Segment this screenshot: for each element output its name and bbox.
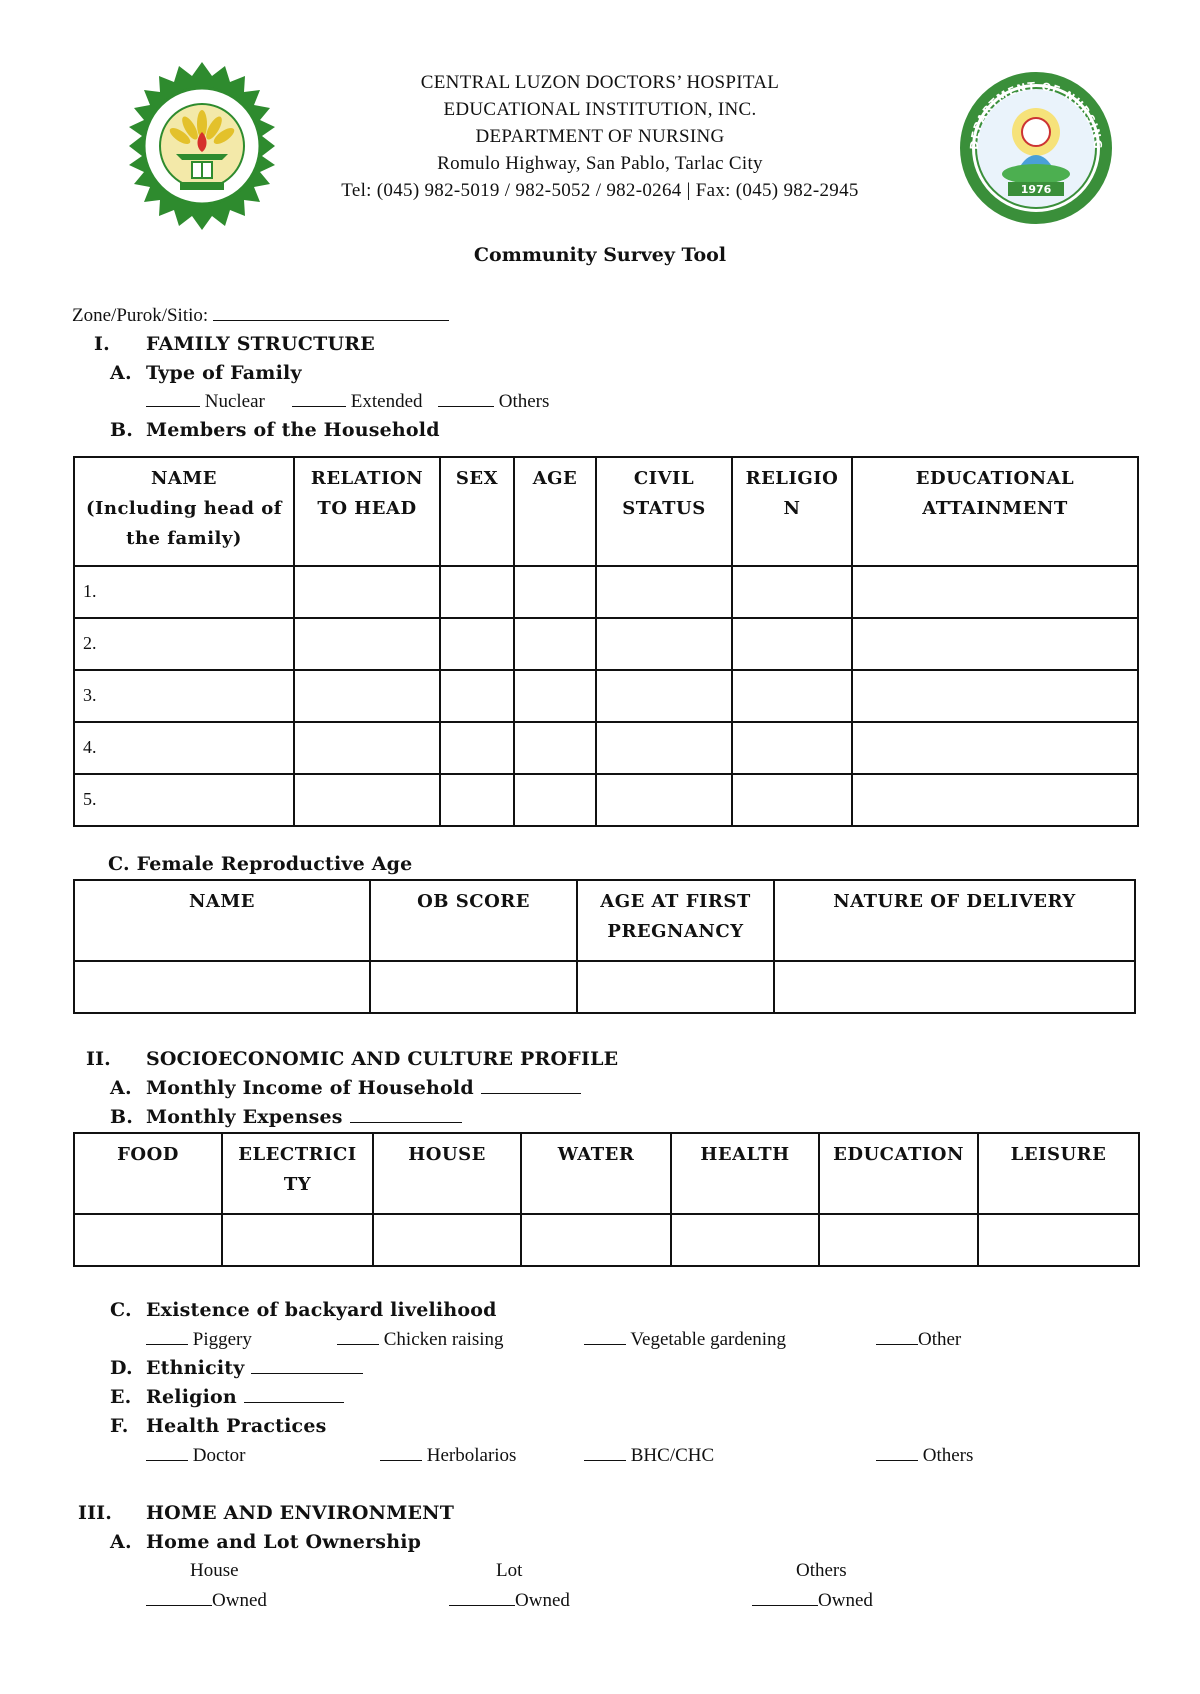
lot-owned-option[interactable] bbox=[449, 1589, 570, 1612]
section-1-title: FAMILY STRUCTURE bbox=[146, 333, 375, 355]
header-line: EDUCATIONAL bbox=[915, 468, 1075, 489]
table-cell[interactable] bbox=[222, 1214, 373, 1266]
table-cell[interactable] bbox=[294, 618, 440, 670]
ethnicity-input-line[interactable] bbox=[251, 1357, 363, 1374]
zone-field bbox=[72, 304, 449, 327]
col-name-header bbox=[74, 457, 294, 566]
ownership-house-heading: House bbox=[190, 1560, 239, 1581]
section-2d-letter: D. bbox=[110, 1357, 133, 1379]
table-cell[interactable] bbox=[852, 774, 1138, 826]
option-label: BHC/CHC bbox=[630, 1445, 715, 1466]
address: Romulo Highway, San Pablo, Tarlac City bbox=[437, 153, 763, 174]
table-cell[interactable] bbox=[577, 961, 774, 1013]
income-input-line[interactable] bbox=[481, 1077, 581, 1094]
col-food-header bbox=[74, 1133, 222, 1214]
table-cell[interactable] bbox=[514, 566, 596, 618]
row-number[interactable]: 3. bbox=[74, 670, 294, 722]
table-cell[interactable] bbox=[852, 670, 1138, 722]
section-2a-title: Monthly Income of Household bbox=[146, 1077, 474, 1099]
section-2a-letter: A. bbox=[110, 1077, 132, 1099]
table-cell[interactable] bbox=[440, 618, 514, 670]
header-line: NAME bbox=[188, 891, 256, 912]
table-cell[interactable] bbox=[732, 722, 852, 774]
header-line: NATURE OF DELIVERY bbox=[833, 891, 1076, 912]
ownership-lot-heading: Lot bbox=[496, 1560, 523, 1581]
row-number[interactable]: 1. bbox=[74, 566, 294, 618]
section-2d-title: Ethnicity bbox=[146, 1357, 245, 1379]
option-label: Nuclear bbox=[204, 391, 265, 412]
table-cell[interactable] bbox=[294, 670, 440, 722]
section-2a-field bbox=[146, 1077, 581, 1099]
table-cell[interactable] bbox=[596, 722, 732, 774]
header-line: PREGNANCY bbox=[607, 921, 744, 942]
option-label: Owned bbox=[212, 1590, 267, 1611]
table-cell[interactable] bbox=[440, 566, 514, 618]
section-3-title: HOME AND ENVIRONMENT bbox=[146, 1502, 455, 1524]
row-number[interactable]: 4. bbox=[74, 722, 294, 774]
section-3-number: III. bbox=[78, 1502, 113, 1524]
table-cell[interactable] bbox=[373, 1214, 521, 1266]
table-header-row bbox=[74, 880, 1135, 961]
table-cell[interactable] bbox=[370, 961, 577, 1013]
header-line: the family) bbox=[126, 528, 242, 549]
col-house-header bbox=[373, 1133, 521, 1214]
livelihood-vegetable-gardening[interactable] bbox=[584, 1328, 786, 1351]
section-2b-field bbox=[146, 1106, 462, 1128]
section-1c-title: C. Female Reproductive Age bbox=[108, 853, 413, 875]
header-line: OB SCORE bbox=[417, 891, 530, 912]
option-label: Owned bbox=[515, 1590, 570, 1611]
table-cell[interactable] bbox=[440, 722, 514, 774]
option-label: Other bbox=[918, 1329, 962, 1350]
seal-arc-text: DEPARTMENT OF NURSING bbox=[967, 79, 1105, 150]
section-2b-title: Monthly Expenses bbox=[146, 1106, 343, 1128]
section-2e-field bbox=[146, 1386, 344, 1408]
col-sex-header bbox=[440, 457, 514, 566]
col-electricity-header bbox=[222, 1133, 373, 1214]
table-cell[interactable] bbox=[852, 566, 1138, 618]
table-cell[interactable] bbox=[596, 618, 732, 670]
section-1-number: I. bbox=[94, 333, 110, 355]
section-1a-title: Type of Family bbox=[146, 362, 302, 384]
family-type-nuclear[interactable] bbox=[146, 390, 265, 413]
table-cell[interactable] bbox=[596, 774, 732, 826]
col-leisure-header bbox=[978, 1133, 1139, 1214]
document-title: Community Survey Tool bbox=[473, 244, 727, 266]
table-header-row bbox=[74, 1133, 1139, 1214]
table-cell[interactable] bbox=[732, 670, 852, 722]
section-2f-letter: F. bbox=[110, 1415, 129, 1437]
health-practice-doctor[interactable] bbox=[146, 1444, 246, 1467]
monthly-expenses-table bbox=[73, 1132, 1140, 1267]
col-delivery-header bbox=[774, 880, 1135, 961]
header-line: AGE AT FIRST bbox=[600, 891, 751, 912]
section-1b-letter: B. bbox=[110, 419, 134, 441]
table-cell[interactable] bbox=[978, 1214, 1139, 1266]
female-reproductive-table bbox=[73, 879, 1136, 1014]
option-label: Vegetable gardening bbox=[630, 1329, 787, 1350]
col-name-header bbox=[74, 880, 370, 961]
option-label: Extended bbox=[350, 391, 423, 412]
table-cell[interactable] bbox=[294, 722, 440, 774]
table-row bbox=[74, 961, 1135, 1013]
table-cell[interactable] bbox=[440, 670, 514, 722]
col-education-header bbox=[819, 1133, 978, 1214]
family-type-extended[interactable] bbox=[292, 390, 423, 413]
header-line: N bbox=[783, 498, 801, 519]
table-cell[interactable] bbox=[514, 618, 596, 670]
others-owned-option[interactable] bbox=[752, 1589, 873, 1612]
col-age-header bbox=[514, 457, 596, 566]
row-number[interactable]: 5. bbox=[74, 774, 294, 826]
header-line: (Including head of bbox=[85, 498, 283, 519]
col-health-header bbox=[671, 1133, 819, 1214]
expenses-input-line[interactable] bbox=[350, 1106, 462, 1123]
table-cell[interactable] bbox=[732, 566, 852, 618]
livelihood-other[interactable] bbox=[876, 1328, 961, 1351]
table-cell[interactable] bbox=[294, 774, 440, 826]
col-religion-header bbox=[732, 457, 852, 566]
table-row bbox=[74, 566, 1138, 618]
table-cell[interactable] bbox=[732, 774, 852, 826]
table-cell[interactable] bbox=[294, 566, 440, 618]
seal-year: 1969 bbox=[190, 203, 214, 213]
ownership-others-heading: Others bbox=[796, 1560, 847, 1581]
header-line: RELATION bbox=[310, 468, 424, 489]
religion-input-line[interactable] bbox=[244, 1386, 344, 1403]
table-header-row bbox=[74, 457, 1138, 566]
section-3a-title: Home and Lot Ownership bbox=[146, 1531, 422, 1553]
table-cell[interactable] bbox=[514, 722, 596, 774]
table-row bbox=[74, 1214, 1139, 1266]
header-line: FOOD bbox=[117, 1144, 179, 1165]
section-3a-letter: A. bbox=[110, 1531, 132, 1553]
header-line: ELECTRICI bbox=[238, 1144, 357, 1165]
col-civil-status-header bbox=[596, 457, 732, 566]
table-cell[interactable] bbox=[819, 1214, 978, 1266]
header-line: NAME bbox=[150, 468, 218, 489]
table-cell[interactable] bbox=[514, 670, 596, 722]
hospital-seal-logo bbox=[118, 62, 286, 230]
header-line: TO HEAD bbox=[317, 498, 417, 519]
col-water-header bbox=[521, 1133, 671, 1214]
house-owned-option[interactable] bbox=[146, 1589, 267, 1612]
nursing-seal-year: 1976 bbox=[1020, 183, 1052, 196]
header-line: ATTAINMENT bbox=[922, 498, 1068, 519]
family-type-others[interactable] bbox=[438, 390, 549, 413]
table-cell[interactable] bbox=[596, 566, 732, 618]
section-1b-title: Members of the Household bbox=[146, 419, 440, 441]
section-2c-title: Existence of backyard livelihood bbox=[146, 1299, 497, 1321]
section-2-number: II. bbox=[86, 1048, 111, 1070]
livelihood-chicken-raising[interactable] bbox=[337, 1328, 504, 1351]
option-label: Piggery bbox=[192, 1329, 252, 1350]
option-label: Chicken raising bbox=[383, 1329, 504, 1350]
institution-name-line2: EDUCATIONAL INSTITUTION, INC. bbox=[443, 99, 757, 120]
household-members-table bbox=[73, 456, 1139, 827]
livelihood-piggery[interactable] bbox=[146, 1328, 252, 1351]
header-line: LEISURE bbox=[1010, 1144, 1107, 1165]
section-2c-letter: C. bbox=[110, 1299, 132, 1321]
header-line: AGE bbox=[532, 468, 578, 489]
table-cell[interactable] bbox=[596, 670, 732, 722]
section-2b-letter: B. bbox=[110, 1106, 134, 1128]
table-row bbox=[74, 722, 1138, 774]
table-cell[interactable] bbox=[74, 961, 370, 1013]
table-cell[interactable] bbox=[514, 774, 596, 826]
table-cell[interactable] bbox=[440, 774, 514, 826]
table-cell[interactable] bbox=[774, 961, 1135, 1013]
section-2d-field bbox=[146, 1357, 363, 1379]
row-number[interactable]: 2. bbox=[74, 618, 294, 670]
header-line: EDUCATION bbox=[833, 1144, 964, 1165]
section-2-title: SOCIOECONOMIC AND CULTURE PROFILE bbox=[146, 1048, 619, 1070]
header-line: STATUS bbox=[622, 498, 706, 519]
header-line: SEX bbox=[455, 468, 499, 489]
col-first-pregnancy-header bbox=[577, 880, 774, 961]
table-cell[interactable] bbox=[732, 618, 852, 670]
col-relation-header bbox=[294, 457, 440, 566]
department-name: DEPARTMENT OF NURSING bbox=[475, 126, 725, 147]
col-ob-score-header bbox=[370, 880, 577, 961]
section-2e-letter: E. bbox=[110, 1386, 132, 1408]
table-cell[interactable] bbox=[852, 722, 1138, 774]
table-cell[interactable] bbox=[852, 618, 1138, 670]
department-of-nursing-logo bbox=[958, 70, 1114, 226]
section-1a-letter: A. bbox=[110, 362, 132, 384]
header-line: HEALTH bbox=[700, 1144, 790, 1165]
option-label: Herbolarios bbox=[426, 1445, 517, 1466]
contact-numbers: Tel: (045) 982-5019 / 982-5052 / 982-0264 | Fax: (045) 982-2945 bbox=[341, 180, 859, 201]
option-label: Others bbox=[922, 1445, 974, 1466]
zone-input-line[interactable] bbox=[213, 304, 449, 321]
table-cell[interactable] bbox=[671, 1214, 819, 1266]
table-cell[interactable] bbox=[521, 1214, 671, 1266]
header-line: TY bbox=[283, 1174, 312, 1195]
header-line: CIVIL bbox=[633, 468, 695, 489]
health-practice-bhc-chc[interactable] bbox=[584, 1444, 714, 1467]
health-practice-herbolarios[interactable] bbox=[380, 1444, 516, 1467]
table-row bbox=[74, 774, 1138, 826]
table-row bbox=[74, 670, 1138, 722]
health-practice-others[interactable] bbox=[876, 1444, 973, 1467]
zone-label: Zone/Purok/Sitio: bbox=[72, 305, 209, 326]
table-row bbox=[74, 618, 1138, 670]
option-label: Others bbox=[498, 391, 550, 412]
option-label: Doctor bbox=[192, 1445, 246, 1466]
header-line: HOUSE bbox=[408, 1144, 486, 1165]
header-line: RELIGIO bbox=[745, 468, 839, 489]
option-label: Owned bbox=[818, 1590, 873, 1611]
section-2e-title: Religion bbox=[146, 1386, 237, 1408]
col-education-header bbox=[852, 457, 1138, 566]
table-cell[interactable] bbox=[74, 1214, 222, 1266]
institution-name-line1: CENTRAL LUZON DOCTORS’ HOSPITAL bbox=[420, 72, 780, 93]
section-2f-title: Health Practices bbox=[146, 1415, 327, 1437]
header-line: WATER bbox=[557, 1144, 635, 1165]
